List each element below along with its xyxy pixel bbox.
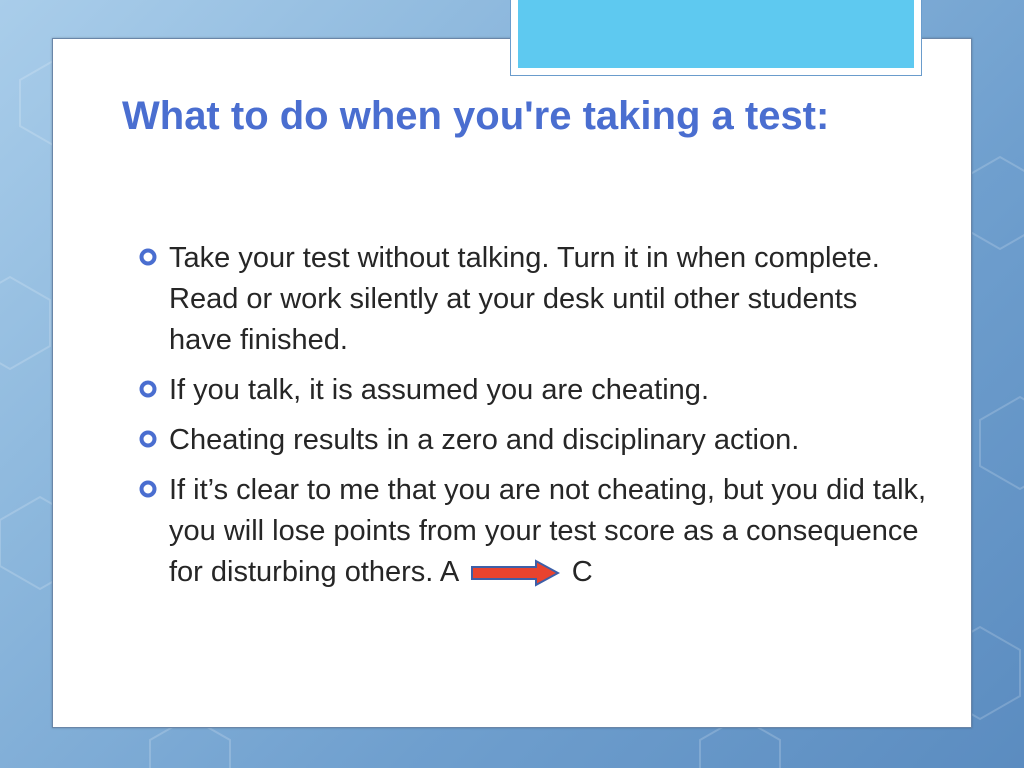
hollow-circle-bullet-icon (138, 379, 158, 399)
bullet-text: If you talk, it is assumed you are cheating. (169, 374, 709, 406)
accent-tab (518, 0, 914, 68)
bullet-item (138, 238, 928, 361)
bullet-text: Take your test without talking. Turn it in when complete. Read or work silently at your desk until other students have finished. (169, 242, 880, 356)
bullet-list (138, 238, 928, 602)
bullet-item (138, 370, 928, 411)
hollow-circle-bullet-icon (138, 479, 158, 499)
bullet-text: Cheating results in a zero and disciplinary action. (169, 424, 800, 456)
bullet-text-end: C (571, 556, 593, 588)
hollow-circle-bullet-icon (138, 247, 158, 267)
bullet-text: If it’s clear to me that you are not cheating, but you did talk, you will lose points from your test score as a consequence for disturbing others. A (169, 474, 927, 588)
bullet-item (138, 420, 928, 461)
bullet-item (138, 470, 928, 593)
right-arrow-icon (470, 559, 560, 587)
hollow-circle-bullet-icon (138, 429, 158, 449)
slide-title: What to do when you're taking a test: (122, 94, 830, 138)
